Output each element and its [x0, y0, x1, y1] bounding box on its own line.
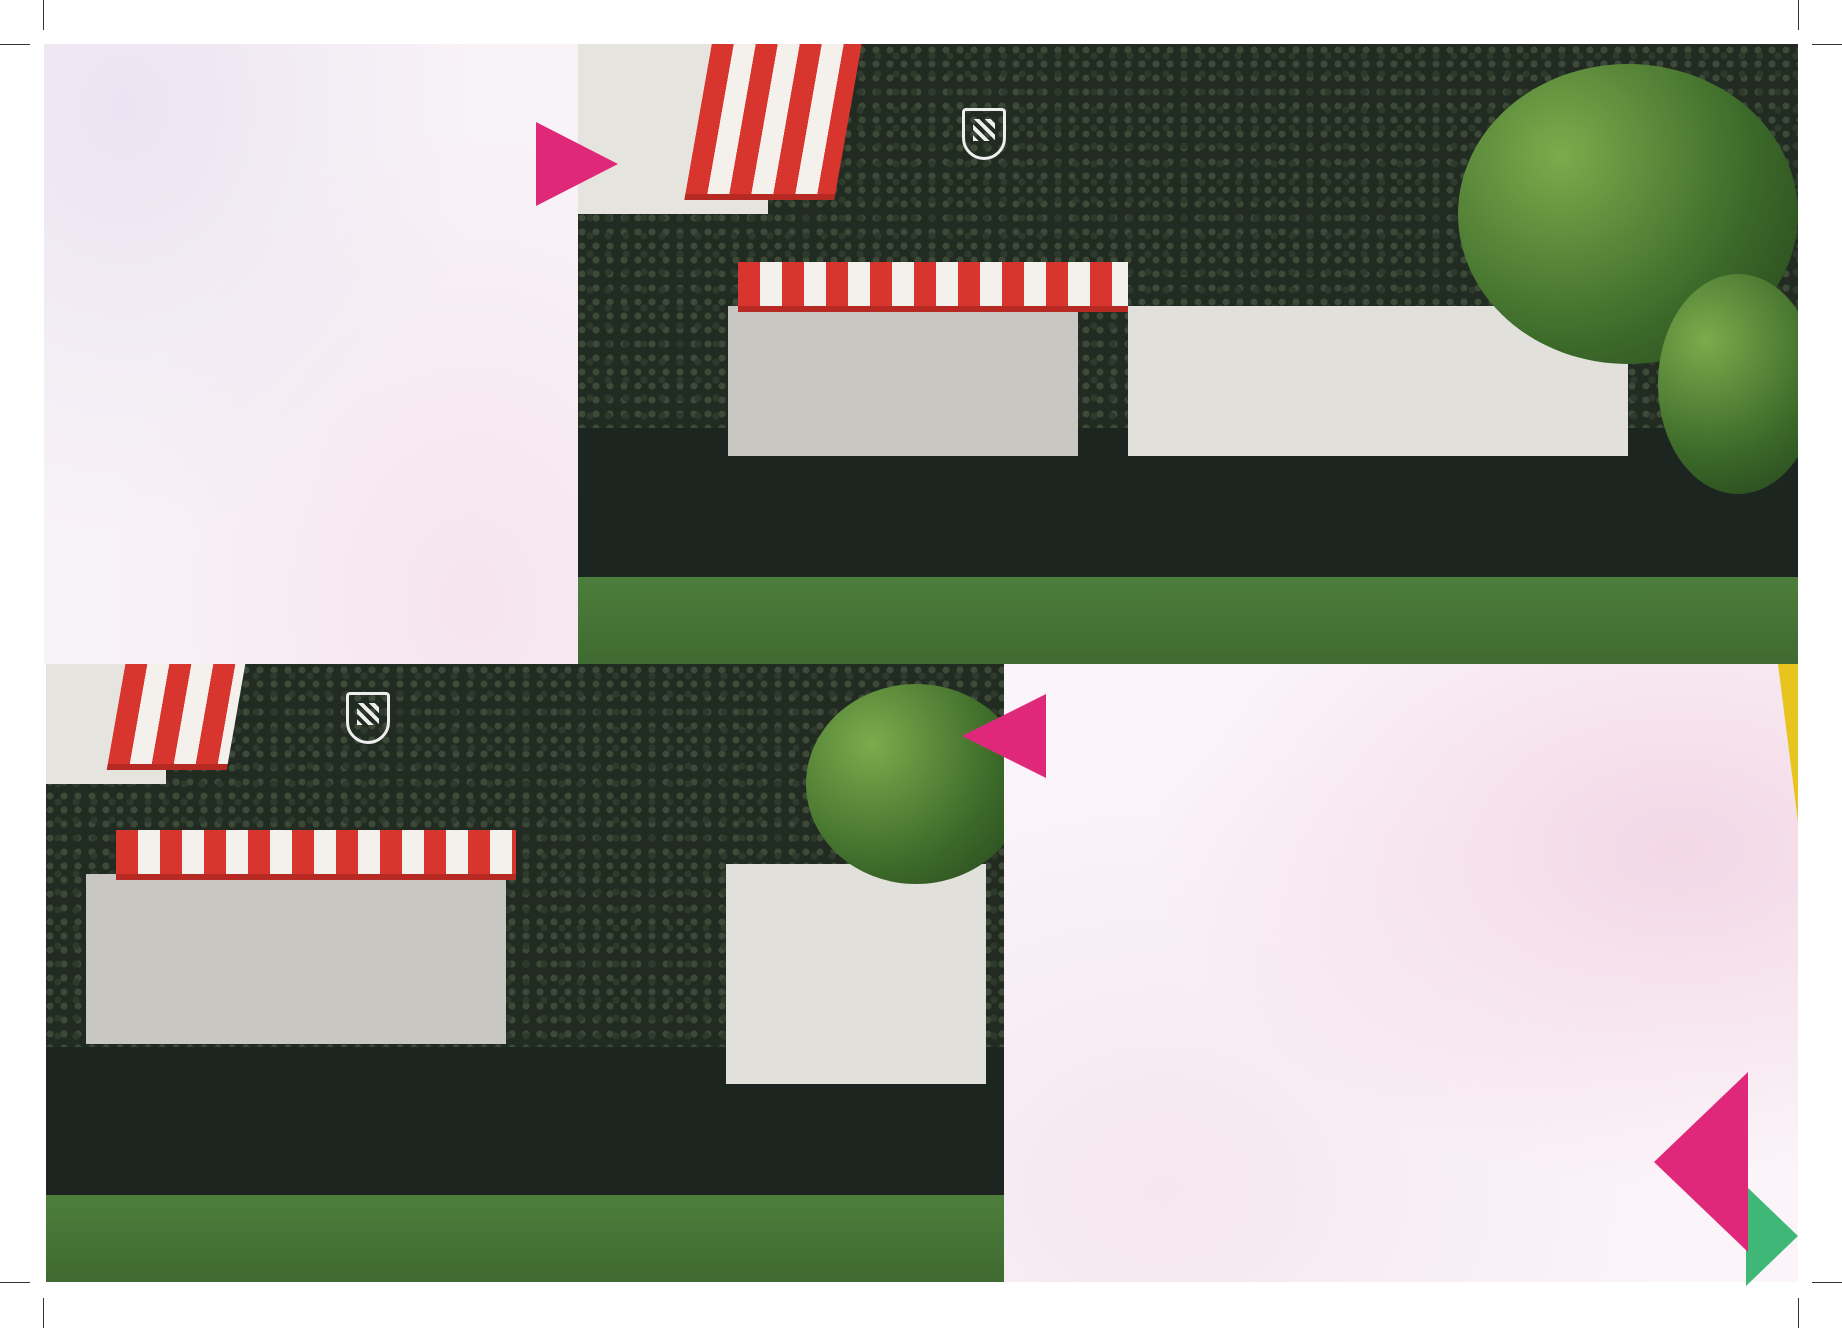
lawn	[46, 1195, 1004, 1282]
crop-mark	[1798, 1298, 1799, 1328]
student-council-photo	[578, 44, 1798, 664]
awning	[684, 44, 862, 200]
class-representatives-photo	[46, 664, 1004, 1282]
pink-triangle-left	[962, 694, 1046, 778]
school-crest-icon	[962, 108, 1006, 160]
green-triangle	[1746, 1186, 1798, 1286]
crop-mark	[0, 1282, 30, 1283]
awning	[116, 830, 516, 880]
crop-mark	[1798, 0, 1799, 30]
lawn	[578, 577, 1798, 664]
page-number-triangle	[1654, 1072, 1748, 1252]
pink-triangle-right	[536, 122, 618, 206]
student-council-panel	[44, 44, 578, 664]
crop-mark	[43, 1298, 44, 1328]
white-wall	[726, 864, 986, 1084]
awning	[107, 664, 246, 770]
crop-mark	[1812, 44, 1842, 45]
yellow-accent	[1778, 664, 1798, 822]
crop-mark	[0, 44, 30, 45]
school-crest-icon	[346, 692, 390, 744]
stall	[86, 874, 506, 1044]
stall	[728, 306, 1078, 456]
awning	[738, 262, 1128, 312]
crop-mark	[1812, 1282, 1842, 1283]
crop-mark	[43, 0, 44, 30]
